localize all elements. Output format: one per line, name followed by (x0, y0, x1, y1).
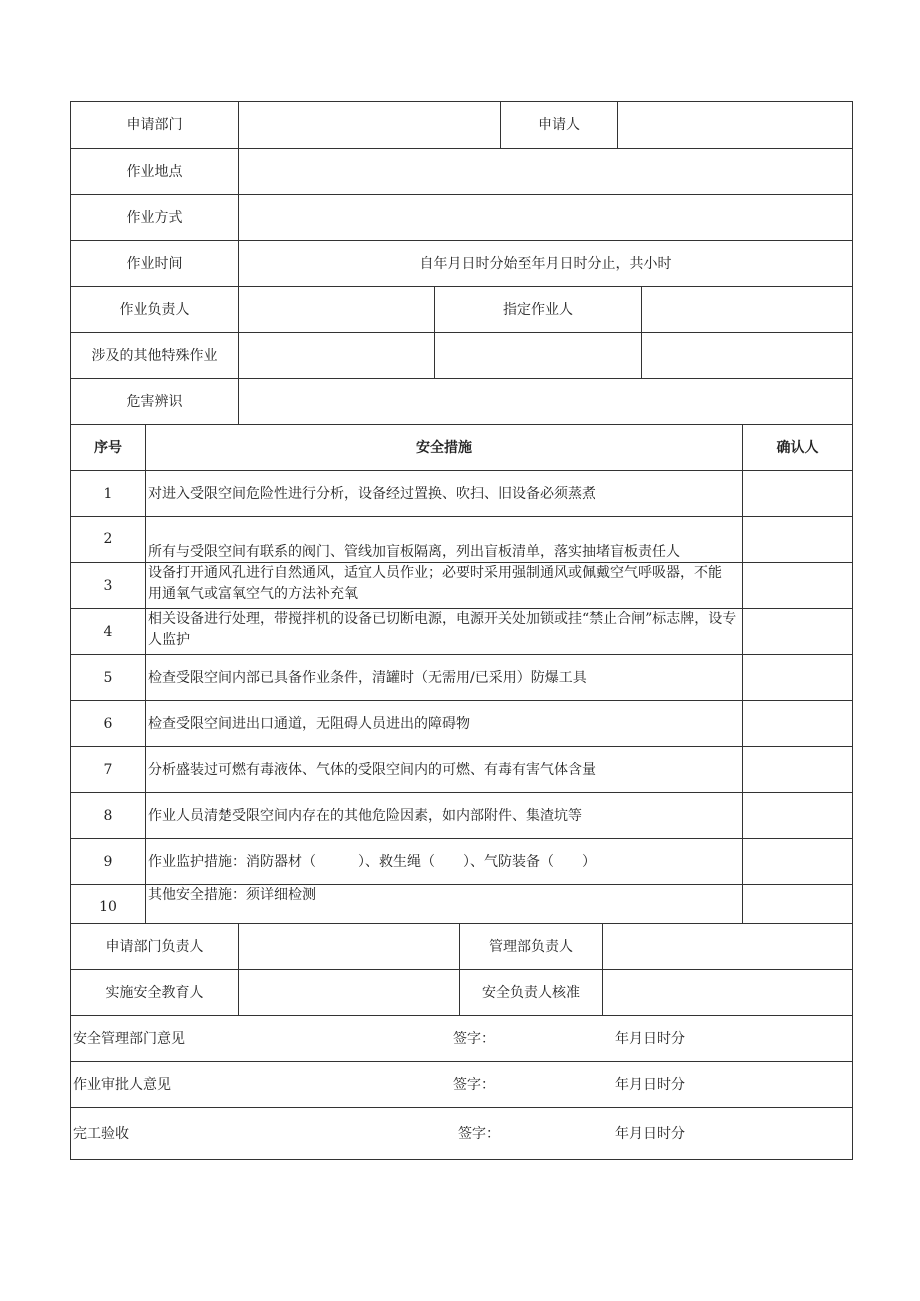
safety-head-field[interactable] (602, 969, 853, 1016)
measure-no: 2 (70, 516, 146, 563)
col-confirm-header: 确认人 (742, 424, 853, 471)
measure-text: 相关设备进行处理，带搅拌机的设备已切断电源，电源开关处加锁或挂“禁止合闸”标志牌，设专人监护 (145, 608, 743, 655)
applicant-label: 申请人 (500, 101, 618, 149)
time-field[interactable]: 自年月日时分始至年月日时分止，共小时 (238, 240, 853, 287)
hazard-field[interactable] (238, 378, 853, 425)
measure-text: 分析盛装过可燃有毒液体、气体的受限空间内的可燃、有毒有害气体含量 (145, 746, 743, 793)
opinion-label: 作业审批人意见 (73, 1077, 171, 1093)
measure-confirm-field[interactable] (742, 884, 853, 924)
col-no-header: 序号 (70, 424, 146, 471)
opinion-row-completion[interactable] (70, 1107, 853, 1160)
mgmt-head-field[interactable] (602, 923, 853, 970)
opinion-sign-label: 签字： (453, 1031, 495, 1047)
measure-confirm-field[interactable] (742, 470, 853, 517)
measure-text: 其他安全措施：须详细检测 (145, 884, 743, 924)
opinion-sign-label: 签字： (458, 1126, 500, 1142)
other-special-label: 涉及的其他特殊作业 (70, 332, 239, 379)
opinion-sign-label: 签字： (453, 1077, 495, 1093)
measure-no: 5 (70, 654, 146, 701)
time-label: 作业时间 (70, 240, 239, 287)
measure-confirm-field[interactable] (742, 838, 853, 885)
opinion-label: 安全管理部门意见 (73, 1031, 185, 1047)
measure-no: 7 (70, 746, 146, 793)
measure-text: 作业人员清楚受限空间内存在的其他危险因素，如内部附件、集渣坑等 (145, 792, 743, 839)
opinion-date-label: 年月日时分 (615, 1126, 685, 1142)
col-measure-header: 安全措施 (145, 424, 743, 471)
measure-confirm-field[interactable] (742, 608, 853, 655)
dept-head-field[interactable] (238, 923, 460, 970)
measure-text: 检查受限空间内部已具备作业条件，清罐时（无需用/已采用）防爆工具 (145, 654, 743, 701)
opinion-date-label: 年月日时分 (615, 1031, 685, 1047)
opinion-label: 完工验收 (73, 1126, 129, 1142)
educator-label: 实施安全教育人 (70, 969, 239, 1016)
safety-head-label: 安全负责人核准 (459, 969, 603, 1016)
measure-no: 6 (70, 700, 146, 747)
dept-head-label: 申请部门负责人 (70, 923, 239, 970)
other-special-field-1[interactable] (238, 332, 435, 379)
measure-no: 1 (70, 470, 146, 517)
measure-confirm-field[interactable] (742, 792, 853, 839)
measure-no: 10 (70, 884, 146, 924)
measure-confirm-field[interactable] (742, 746, 853, 793)
apply-dept-field[interactable] (238, 101, 501, 149)
measure-no: 9 (70, 838, 146, 885)
apply-dept-label: 申请部门 (70, 101, 239, 149)
measure-text: 所有与受限空间有联系的阀门、管线加盲板隔离，列出盲板清单，落实抽堵盲板责任人 (145, 516, 743, 563)
educator-field[interactable] (238, 969, 460, 1016)
measure-text: 对进入受限空间危险性进行分析，设备经过置换、吹扫、旧设备必须蒸煮 (145, 470, 743, 517)
mgmt-head-label: 管理部负责人 (459, 923, 603, 970)
measure-confirm-field[interactable] (742, 700, 853, 747)
other-special-field-3[interactable] (641, 332, 853, 379)
measure-confirm-field[interactable] (742, 654, 853, 701)
method-field[interactable] (238, 194, 853, 241)
supervisor-label: 作业负责人 (70, 286, 239, 333)
measure-no: 8 (70, 792, 146, 839)
measure-no: 4 (70, 608, 146, 655)
designated-worker-field[interactable] (641, 286, 853, 333)
opinion-row-safety[interactable] (70, 1015, 853, 1062)
other-special-field-2[interactable] (434, 332, 642, 379)
location-field[interactable] (238, 148, 853, 195)
opinion-date-label: 年月日时分 (615, 1077, 685, 1093)
work-permit-form (70, 101, 853, 1160)
supervisor-field[interactable] (238, 286, 435, 333)
location-label: 作业地点 (70, 148, 239, 195)
method-label: 作业方式 (70, 194, 239, 241)
measure-text: 检查受限空间进出口通道，无阻碍人员进出的障碍物 (145, 700, 743, 747)
measure-text: 作业监护措施：消防器材（ ）、救生绳（ ）、气防装备（ ） (145, 838, 743, 885)
designated-worker-label: 指定作业人 (434, 286, 642, 333)
hazard-label: 危害辨识 (70, 378, 239, 425)
applicant-field[interactable] (617, 101, 853, 149)
measure-text: 设备打开通风孔进行自然通风，适宜人员作业；必要时采用强制通风或佩戴空气呼吸器，不能用通氧气或富氧空气的方法补充氧 (145, 562, 743, 609)
measure-no: 3 (70, 562, 146, 609)
measure-confirm-field[interactable] (742, 516, 853, 563)
opinion-row-approver[interactable] (70, 1061, 853, 1108)
measure-confirm-field[interactable] (742, 562, 853, 609)
